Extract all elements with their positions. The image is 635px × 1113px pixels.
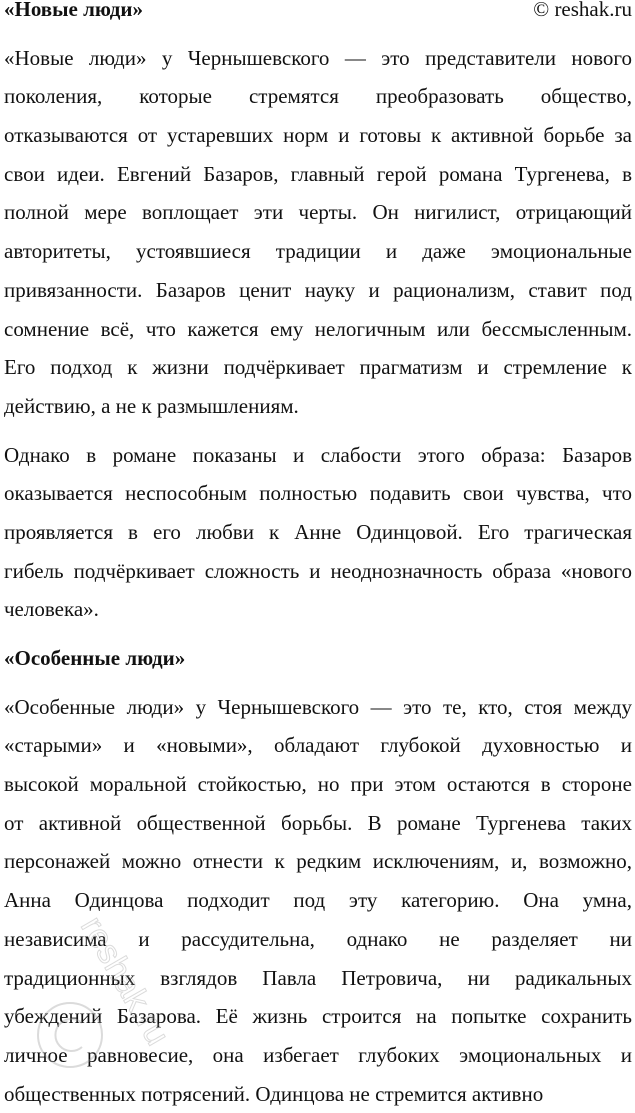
text-line: Его подход к жизни подчёркивает прагматизм и стремление к: [4, 355, 632, 380]
text-line: от активной общественной борьбы. В романе Тургенева таких: [4, 810, 632, 835]
text-line: «Новые люди» у Чернышевского — это представители нового: [4, 45, 632, 70]
text-line: Однако в романе показаны и слабости этого образа: Базаров: [4, 442, 632, 467]
paragraph: [4, 436, 632, 629]
heading-text: «Новые люди»: [4, 0, 143, 21]
document-page: [4, 0, 632, 1113]
text-line: независима и рассудительна, однако не разделяет ни: [4, 926, 632, 951]
text-line: высокой моральной стойкостью, но при этом остаются в стороне: [4, 772, 632, 797]
paragraph: [4, 688, 632, 1113]
text-line: авторитеты, устоявшиеся традиции и даже эмоциональные: [4, 239, 632, 264]
text-line: поколения, которые стремятся преобразовать общество,: [4, 84, 632, 109]
section-special-people: [4, 688, 632, 1113]
section-heading-new-people: [4, 0, 632, 29]
brand-label: © reshak.ru: [533, 0, 632, 21]
text-line: традиционных взглядов Павла Петровича, ни радикальных: [4, 965, 632, 990]
text-line: персонажей можно отнести к редким исключениям, и, возможно,: [4, 849, 632, 874]
text-line: человека».: [4, 597, 99, 622]
text-line: общественных потрясений. Одинцова не стремится активно: [4, 1081, 544, 1106]
text-line: полной мере воплощает эти черты. Он нигилист, отрицающий: [4, 200, 632, 225]
text-line: «старыми» и «новыми», обладают глубокой духовностью и: [4, 733, 632, 758]
text-line: сомнение всё, что кажется ему нелогичным или бессмысленным.: [4, 316, 632, 341]
text-line: свои идеи. Евгений Базаров, главный герой романа Тургенева, в: [4, 161, 632, 186]
svg-text:reshak.ru: reshak.ru: [73, 910, 177, 1052]
text-line: действию, а не к размышлениям.: [4, 393, 299, 418]
paragraph: [4, 39, 632, 426]
text-line: гибель подчёркивает сложность и неоднозначность образа «нового: [4, 558, 632, 583]
text-line: привязанности. Базаров ценит науку и рационализм, ставит под: [4, 277, 632, 302]
text-line: отказываются от устаревших норм и готовы к активной борьбе за: [4, 123, 632, 148]
text-line: убеждений Базарова. Её жизнь строится на попытке сохранить: [4, 1004, 632, 1029]
section-new-people: [4, 39, 632, 629]
text-line: «Особенные люди» у Чернышевского — это те, кто, стоя между: [4, 694, 632, 719]
text-line: Анна Одинцова подходит под эту категорию. Она умна,: [4, 888, 632, 913]
section-heading-special-people: «Особенные люди»: [4, 646, 186, 670]
text-line: оказывается неспособным полностью подавить свои чувства, что: [4, 481, 632, 506]
text-line: проявляется в его любви к Анне Одинцовой. Его трагическая: [4, 519, 632, 544]
text-line: личное равновесие, она избегает глубоких эмоциональных и: [4, 1042, 632, 1067]
